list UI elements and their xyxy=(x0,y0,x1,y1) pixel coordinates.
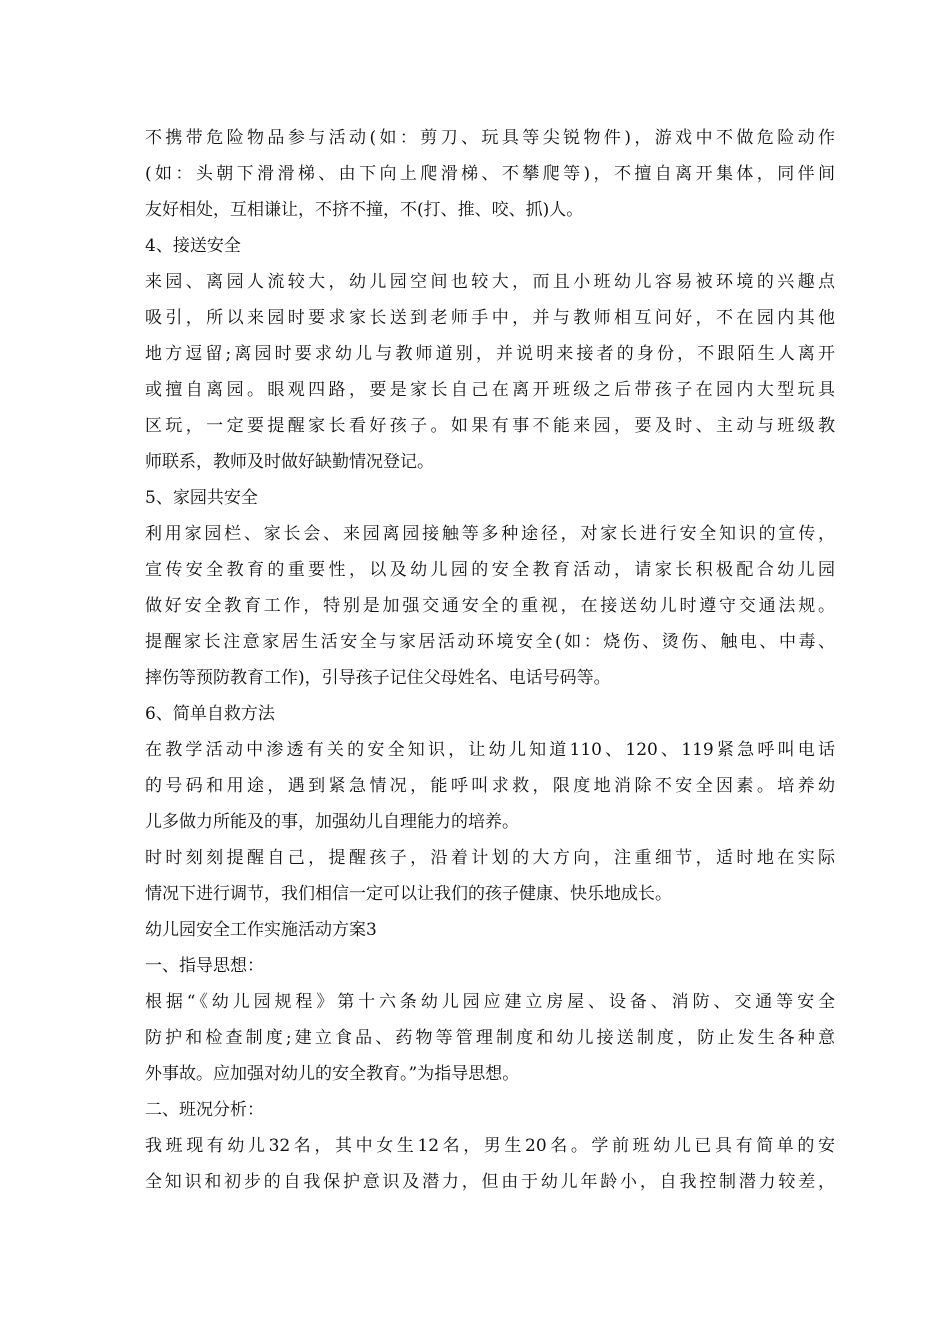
text-line: 4、接送安全 xyxy=(145,236,241,256)
text-line: 我班现有幼儿32名，其中女生12名，男生20名。学前班幼儿已具有简单的安 xyxy=(145,1136,835,1156)
text-line: 幼儿园安全工作实施活动方案3 xyxy=(145,920,377,940)
text-line: 外事故。应加强对幼儿的安全教育。”为指导思想。 xyxy=(145,1064,520,1084)
text-line: 利用家园栏、家长会、来园离园接触等多种途径，对家长进行安全知识的宣传， xyxy=(145,524,835,544)
document-page xyxy=(145,120,835,1200)
text-line: 根据“《幼儿园规程》第十六条幼儿园应建立房屋、设备、消防、交通等安全 xyxy=(145,992,835,1012)
text-line: 提醒家长注意家居生活安全与家居活动环境安全(如：烧伤、烫伤、触电、中毒、 xyxy=(145,632,835,652)
text-line: 做好安全教育工作，特别是加强交通安全的重视，在接送幼儿时遵守交通法规。 xyxy=(145,596,835,616)
text-line: 儿多做力所能及的事，加强幼儿自理能力的培养。 xyxy=(145,812,519,832)
text-line: 二、班况分析： xyxy=(145,1100,264,1120)
text-line: 的号码和用途，遇到紧急情况，能呼叫求救，限度地消除不安全因素。培养幼 xyxy=(145,776,835,796)
text-line: 不携带危险物品参与活动(如：剪刀、玩具等尖锐物件)，游戏中不做危险动作 xyxy=(145,128,835,148)
text-line: 6、简单自救方法 xyxy=(145,704,275,724)
text-line: 时时刻刻提醒自己，提醒孩子，沿着计划的大方向，注重细节，适时地在实际 xyxy=(145,848,835,868)
text-line: 防护和检查制度;建立食品、药物等管理制度和幼儿接送制度，防止发生各种意 xyxy=(145,1028,835,1048)
text-line: 师联系，教师及时做好缺勤情况登记。 xyxy=(145,452,434,472)
text-line: 情况下进行调节，我们相信一定可以让我们的孩子健康、快乐地成长。 xyxy=(145,884,672,904)
text-line: 吸引，所以来园时要求家长送到老师手中，并与教师相互问好，不在园内其他 xyxy=(145,308,835,328)
text-line: 一、指导思想： xyxy=(145,956,264,976)
text-line: 友好相处，互相谦让，不挤不撞，不(打、推、咬、抓)人。 xyxy=(145,200,584,220)
text-line: 或擅自离园。眼观四路，要是家长自己在离开班级之后带孩子在园内大型玩具 xyxy=(145,380,835,400)
text-line: 区玩，一定要提醒家长看好孩子。如果有事不能来园，要及时、主动与班级教 xyxy=(145,416,835,436)
text-line: 5、家园共安全 xyxy=(145,488,258,508)
text-line: 摔伤等预防教育工作)，引导孩子记住父母姓名、电话号码等。 xyxy=(145,668,611,688)
text-line: (如：头朝下滑滑梯、由下向上爬滑梯、不攀爬等)，不擅自离开集体，同伴间 xyxy=(145,164,835,184)
text-line: 来园、离园人流较大，幼儿园空间也较大，而且小班幼儿容易被环境的兴趣点 xyxy=(145,272,835,292)
text-line: 在教学活动中渗透有关的安全知识，让幼儿知道110、120、119紧急呼叫电话 xyxy=(145,740,835,760)
text-line: 宣传安全教育的重要性，以及幼儿园的安全教育活动，请家长积极配合幼儿园 xyxy=(145,560,835,580)
text-line: 地方逗留;离园时要求幼儿与教师道别，并说明来接者的身份，不跟陌生人离开 xyxy=(145,344,835,364)
text-line: 全知识和初步的自我保护意识及潜力，但由于幼儿年龄小，自我控制潜力较差， xyxy=(145,1172,835,1192)
